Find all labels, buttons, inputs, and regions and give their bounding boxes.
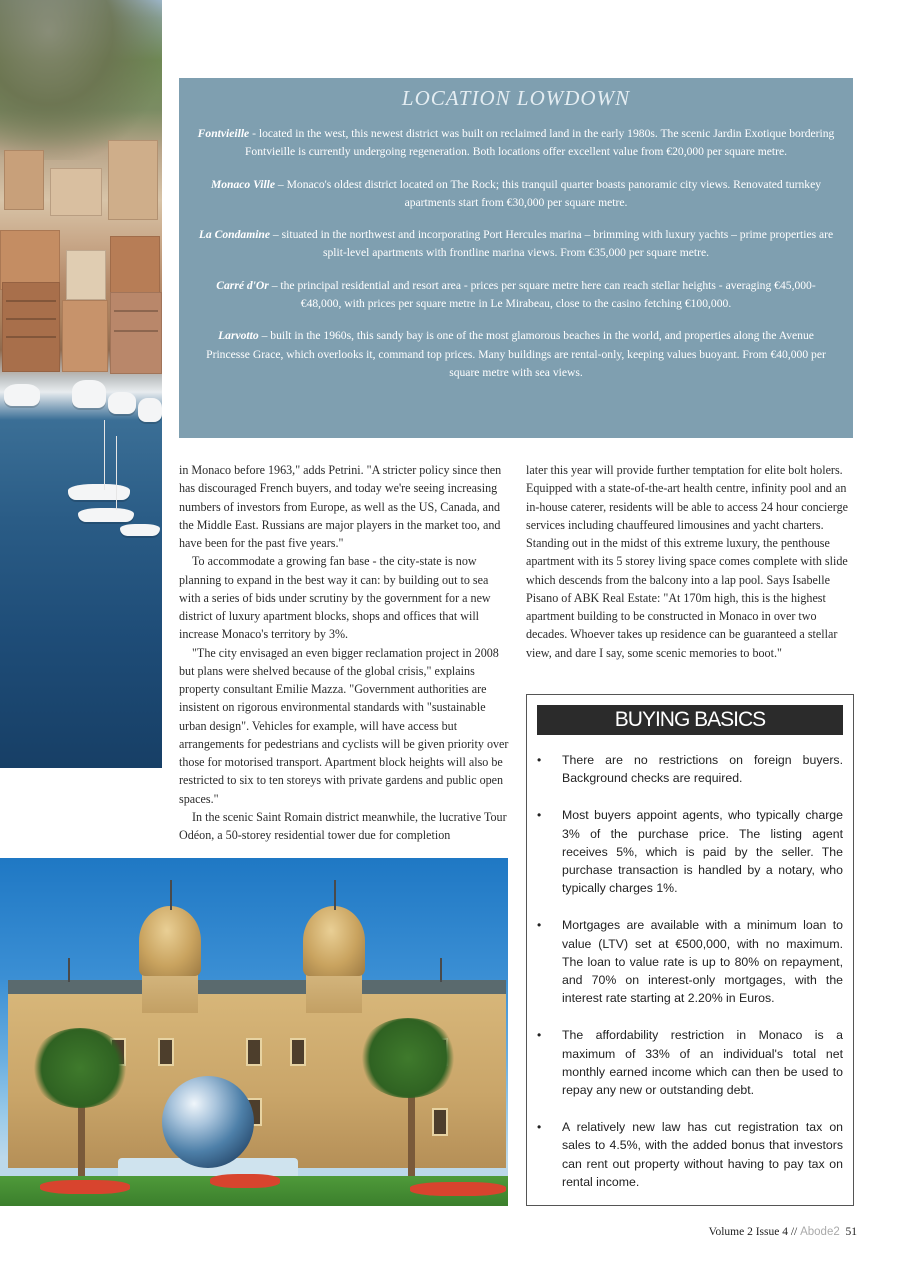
building [108, 140, 158, 220]
dome-right [303, 906, 365, 976]
article-column-right [526, 461, 856, 662]
spire [334, 880, 336, 910]
spire [170, 880, 172, 910]
article-column-left [179, 461, 509, 844]
article-paragraph: "The city envisaged an even bigger reclamation project in 2008 but plans were shelved because of the global crisis," explains property consultant Emilie Mazza. "Government authorities are insistent on rigorous environmental standards with "sustainable urban design". Vehicles for example, will have access but arrangements for pedestrians and cyclists will be given priority over those for motorised transport. Apartment block heights will also be restricted to six to ten storeys with private gardens and public open spaces." [179, 645, 509, 806]
list-item-text: The affordability restriction in Monaco is a maximum of 33% of an individual's total net monthly earned income which can then be used to repay any new or outstanding debt. [562, 1028, 843, 1098]
article-paragraph: To accommodate a growing fan base - the city-state is now planning to expand in the best way it can: by building out to sea with a series of bids under scrutiny by the government for a new district of luxury apartment blocks, shops and offices that will increase Monaco's territory by 3%. [179, 554, 491, 642]
roofline [8, 980, 506, 994]
lowdown-item-text: - located in the west, this newest district was built on reclaimed land in the early 1980s. The scenic Jardin Exotique bordering Fontvieille is currently undergoing regeneration. Both locations offer excellent value from €20,000 per square metre. [244, 127, 835, 159]
cliff-shape [0, 0, 162, 160]
lowdown-item-text: – the principal residential and resort area - prices per square metre here can reach stellar heights - averaging €45,000-€48,000, with prices per square metre in Le Mirabeau, close to the casino fetching €100,000. [268, 278, 816, 311]
article-paragraph: in Monaco before 1963," adds Petrini. "A stricter policy since then has discouraged French buyers, and today we're seeing increasing numbers of investors from Europe, as well as the US, Canada, and the Middle East. Russians are major players in the market too, and have been for the past five years." [179, 463, 502, 550]
window-row [6, 336, 56, 338]
dome-left [139, 906, 201, 976]
list-item [537, 1118, 843, 1191]
window-row [6, 300, 56, 302]
building [66, 250, 106, 300]
list-item [537, 751, 843, 787]
facade-window [246, 1038, 262, 1066]
mast [116, 436, 117, 510]
buying-basics-list [537, 751, 843, 1191]
buying-basics-title: BUYING BASICS [537, 705, 843, 735]
yacht [4, 384, 40, 406]
facade-window [158, 1038, 174, 1066]
building [50, 168, 102, 216]
palm-tree [30, 1028, 130, 1108]
harbour-photo [0, 0, 162, 768]
issue-label: Volume 2 Issue 4 // [708, 1226, 801, 1238]
palm-tree [358, 1018, 458, 1098]
building [0, 230, 60, 290]
yacht [138, 398, 162, 422]
window-row [114, 330, 158, 332]
lowdown-item-la-condamine [197, 226, 835, 263]
mirror-sculpture [162, 1076, 254, 1168]
page-footer [709, 1226, 857, 1238]
lowdown-item-name: Carré d'Or [216, 278, 269, 292]
mast [104, 420, 105, 490]
list-item [537, 806, 843, 897]
spire [68, 958, 70, 982]
window-row [114, 310, 158, 312]
flower-bed [210, 1174, 280, 1188]
lowdown-item-name: Larvotto [218, 329, 259, 343]
lowdown-item-carre-dor [197, 277, 835, 314]
list-item-text: A relatively new law has cut registration tax on sales to 4.5%, with the added bonus that investors can rent out property without having to pay tax on rental income. [562, 1120, 843, 1189]
list-item-text: Most buyers appoint agents, who typically charge 3% of the purchase price. The listing agent receives 5%, which is paid by the seller. The purchase transaction is handled by a notary, who typically charges 1%. [562, 808, 843, 896]
flower-bed [410, 1182, 506, 1196]
location-lowdown-box [179, 78, 853, 438]
building [62, 300, 108, 372]
building [2, 282, 60, 372]
lowdown-item-text: – built in the 1960s, this sandy bay is one of the most glamorous beaches in the world, and properties along the Avenue Princesse Grace, which overlooks it, command top prices. Many buildings are rental-only, keeping values buoyant. From €40,000 per square metre with sea views. [206, 329, 826, 379]
lowdown-item-larvotto [197, 327, 835, 382]
yacht [78, 508, 134, 522]
yacht [108, 392, 136, 414]
bullet-icon: • [537, 753, 542, 767]
yacht [120, 524, 160, 536]
bullet-icon: • [537, 1120, 542, 1135]
lowdown-item-text: – situated in the northwest and incorporating Port Hercules marina – brimming with luxury yachts – prime properties are split-level apartments with frontline marina views. From €35,000 per square metre. [270, 228, 834, 260]
magazine-brand: Abode2 [800, 1226, 840, 1238]
list-item-text: Mortgages are available with a minimum loan to value (LTV) set at €500,000, with no maximum. The loan to value rate is up to 80% on repayment, and 70% on interest-only mortgages, with the interest rate starting at 2.20% in Euros. [562, 918, 843, 1006]
lowdown-item-name: Fontvieille [197, 127, 250, 140]
lowdown-item-text: – Monaco's oldest district located on The Rock; this tranquil quarter boasts panoramic city views. Renovated turnkey apartments start from €30,000 per square metre. [275, 177, 822, 209]
article-paragraph: In the scenic Saint Romain district meanwhile, the lucrative Tour Odéon, a 50-storey residential tower due for completion [179, 809, 507, 842]
facade-window [432, 1108, 448, 1136]
lowdown-item-monaco-ville [197, 176, 835, 213]
window-row [6, 318, 56, 320]
bullet-icon: • [537, 918, 542, 933]
flower-bed [40, 1180, 130, 1194]
lowdown-item-name: La Condamine [198, 228, 271, 242]
lowdown-item-name: Monaco Ville [210, 177, 276, 191]
buying-basics-box [526, 694, 854, 1206]
casino-photo [0, 858, 508, 1206]
lowdown-item-fontvieille [197, 125, 835, 162]
spire [440, 958, 442, 982]
yacht [72, 380, 106, 408]
list-item [537, 916, 843, 1007]
building [4, 150, 44, 210]
page-number: 51 [845, 1226, 857, 1238]
list-item-text: There are no restrictions on foreign buyers. Background checks are required. [562, 753, 843, 786]
building [110, 292, 162, 374]
bullet-icon: • [537, 1028, 542, 1043]
bullet-icon: • [537, 808, 542, 823]
article-paragraph: later this year will provide further temptation for elite bolt holers. Equipped with a state-of-the-art health centre, infinity pool and an in-house caterer, residents will be able to access 24 hour concierge services including chauffeured limousines and yacht charters. Standing out in the midst of this extreme luxury, the penthouse apartment with its 5 storey living space comes complete with slide which descends from the balcony into a lap pool. Says Isabelle Pisano of ABK Real Estate: "At 170m high, this is the highest apartment building to be constructed in Monaco in over two decades. Whoever takes up residence can be guaranteed a stellar view, and dare I say, some scenic memories to boot." [526, 463, 849, 660]
list-item [537, 1026, 843, 1099]
yacht [68, 484, 130, 500]
facade-window [290, 1038, 306, 1066]
lowdown-title: LOCATION LOWDOWN [401, 86, 631, 110]
